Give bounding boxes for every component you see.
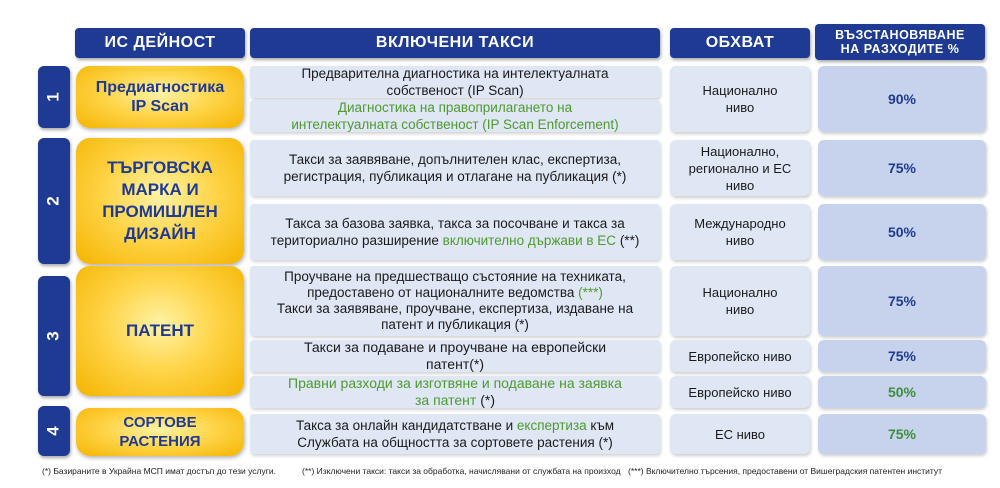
- row-number-1: [38, 66, 70, 128]
- activity-plant-varieties: [76, 408, 244, 456]
- header-recovery: [815, 24, 985, 60]
- scope-row3a-line1: Национално: [702, 285, 778, 300]
- scope-row2a-line3: ниво: [725, 177, 755, 193]
- row-number-2: [38, 138, 70, 264]
- activity-patent: [76, 266, 244, 396]
- fee-patent-european-line1: Такси за подаване и проучване на европейски: [303, 339, 607, 355]
- header-activity-label: ИС ДЕЙНОСТ: [104, 34, 216, 51]
- activity-trademark-line2: МАРКА И: [121, 180, 199, 199]
- scope-row2b-line1: Международно: [694, 216, 786, 231]
- row-number-2-text: 2: [44, 196, 63, 206]
- pct-row3b: [818, 340, 986, 372]
- pct-row3c: [818, 376, 986, 408]
- scope-row2b: [670, 204, 810, 260]
- fee-patent-legal-line1: Правни разходи за изготвяне и подаване на заявка: [288, 375, 622, 391]
- fee-ip-scan: [250, 66, 660, 98]
- fee-patent-legal: [250, 376, 660, 408]
- header-recovery-line1: ВЪЗСТАНОВЯВАНЕ: [835, 28, 965, 42]
- activity-trademark-design: [76, 138, 244, 264]
- pct-row1-value: 90%: [887, 91, 917, 107]
- fee-trademark-national-line2: регистрация, публикация и отлагане на публикация (*): [283, 169, 627, 184]
- activity-plant-line1: СОРТОВЕ: [123, 414, 197, 431]
- row-number-4: [38, 406, 70, 456]
- scope-row2a-line2: регионално и ЕС: [688, 160, 792, 176]
- row-number-1-text: 1: [44, 92, 63, 102]
- fee-patent-national-line3: Такси за заявяване, проучване, експертиза, издаване на: [276, 301, 634, 316]
- scope-row3a: [670, 266, 810, 336]
- footnote-2: (**) Изключени такси: такси за обработка, начислявани от службата на произход: [302, 466, 621, 476]
- pct-row2a-value: 75%: [887, 160, 917, 176]
- scope-row2a: [670, 140, 810, 196]
- pct-row3a: [818, 266, 986, 336]
- fee-ip-scan-line1: Предварителна диагностика на интелектуалната: [301, 66, 609, 81]
- header-fees-label: ВКЛЮЧЕНИ ТАКСИ: [375, 34, 535, 51]
- pct-row3a-value: 75%: [887, 293, 917, 309]
- fee-plant-varieties: [250, 414, 660, 454]
- fee-patent-european: [250, 340, 660, 372]
- scope-row3c: [670, 376, 810, 408]
- scope-row3b-value: Европейско ниво: [688, 348, 792, 364]
- scope-row1: [670, 66, 810, 132]
- pct-row2a: [818, 140, 986, 196]
- row-number-3: [38, 276, 70, 396]
- activity-trademark-line4: ДИЗАЙН: [124, 224, 196, 243]
- fee-ip-scan-enforcement-line2: интелектуалната собственост (IP Scan Enforcement): [291, 117, 619, 132]
- fee-patent-legal-line2: [415, 392, 495, 409]
- scope-row1-line2: ниво: [725, 100, 755, 115]
- header-activity: [75, 28, 245, 58]
- fee-ip-scan-enforcement: [250, 100, 660, 132]
- fee-plant-line1-end: към: [586, 418, 615, 433]
- fee-patent-national-line2: [307, 285, 603, 301]
- fee-trademark-international-line1: Такса за базова заявка, такса за посочване и такса за: [285, 216, 625, 231]
- fee-ip-scan-line2: собственост (IP Scan): [386, 83, 524, 98]
- fee-patent-national-line1: Проучване на предшестващо състояние на техниката,: [284, 269, 626, 284]
- activity-ip-scan: [76, 66, 244, 128]
- activity-ip-scan-line1: Предиагностика: [95, 79, 225, 96]
- header-recovery-line2: НА РАЗХОДИТЕ %: [840, 42, 960, 56]
- pct-row2b-value: 50%: [887, 224, 917, 240]
- footnote-3: (***) Включително търсения, предоставени от Вишеградския патентен институт: [628, 466, 943, 476]
- activity-patent-label: ПАТЕНТ: [125, 321, 195, 340]
- fee-trademark-international: [250, 204, 660, 260]
- header-fees: [250, 28, 660, 58]
- fee-tm-intl-line2-mark: (**): [616, 233, 640, 248]
- scope-row4-value: ЕС ниво: [714, 426, 766, 442]
- fee-ip-scan-enforcement-line1: Диагностика на правоприлагането на: [337, 100, 573, 115]
- activity-trademark-line3: ПРОМИШЛЕН: [102, 202, 218, 221]
- scope-row1-line1: Национално: [702, 83, 778, 98]
- row-number-3-text: 3: [44, 331, 63, 341]
- pct-row3b-value: 75%: [887, 348, 917, 364]
- scope-row3a-line2: ниво: [725, 302, 755, 317]
- fee-plant-line2: Службата на общността за сортовете растения (*): [297, 435, 613, 450]
- fee-patent-national-line4: патент и публикация (*): [381, 317, 529, 332]
- fee-patent-national-line2-text: предоставено от националните ведомства: [307, 285, 579, 300]
- fee-trademark-national: [250, 140, 660, 196]
- pct-row4-value: 75%: [887, 426, 917, 442]
- pct-row4: [818, 414, 986, 454]
- activity-ip-scan-line2: IP Scan: [131, 98, 189, 115]
- activity-trademark-line1: ТЪРГОВСКА: [107, 158, 213, 177]
- fee-patent-national-line2-mark: (***): [578, 285, 603, 300]
- fee-patent-national: [250, 266, 660, 336]
- scope-row3b: [670, 340, 810, 372]
- scope-row2b-line2: ниво: [725, 233, 755, 248]
- fee-plant-line1-expertise: експертиза: [516, 418, 587, 433]
- scope-row3c-value: Европейско ниво: [688, 384, 792, 400]
- footnote-1: (*) Базираните в Украйна МСП имат достъп до тези услуги.: [42, 466, 276, 476]
- fee-plant-line1-text: Такса за онлайн кандидатстване и: [295, 418, 517, 433]
- fee-patent-european-line2: патент(*): [425, 356, 485, 372]
- fee-patent-legal-line2-mark: (*): [476, 392, 495, 408]
- fee-trademark-international-line2: [271, 232, 640, 249]
- header-scope-label: ОБХВАТ: [705, 34, 775, 51]
- scope-row4: [670, 414, 810, 454]
- pct-row1: [818, 66, 986, 132]
- pct-row2b: [818, 204, 986, 260]
- header-scope: [670, 28, 810, 58]
- fee-tm-intl-line2-part1: териториално разширение: [270, 233, 443, 248]
- fee-trademark-national-line1: Такси за заявяване, допълнителен клас, експертиза,: [289, 152, 621, 167]
- activity-plant-line2: РАСТЕНИЯ: [119, 433, 201, 450]
- fee-plant-line1: [296, 417, 614, 434]
- fee-patent-legal-line2-text: за патент: [414, 392, 477, 408]
- pct-row3c-value: 50%: [887, 384, 917, 400]
- row-number-4-text: 4: [44, 426, 63, 436]
- fee-tm-intl-line2-eu: включително държави в ЕС: [442, 233, 617, 248]
- scope-row2a-line1: Национално,: [700, 143, 780, 159]
